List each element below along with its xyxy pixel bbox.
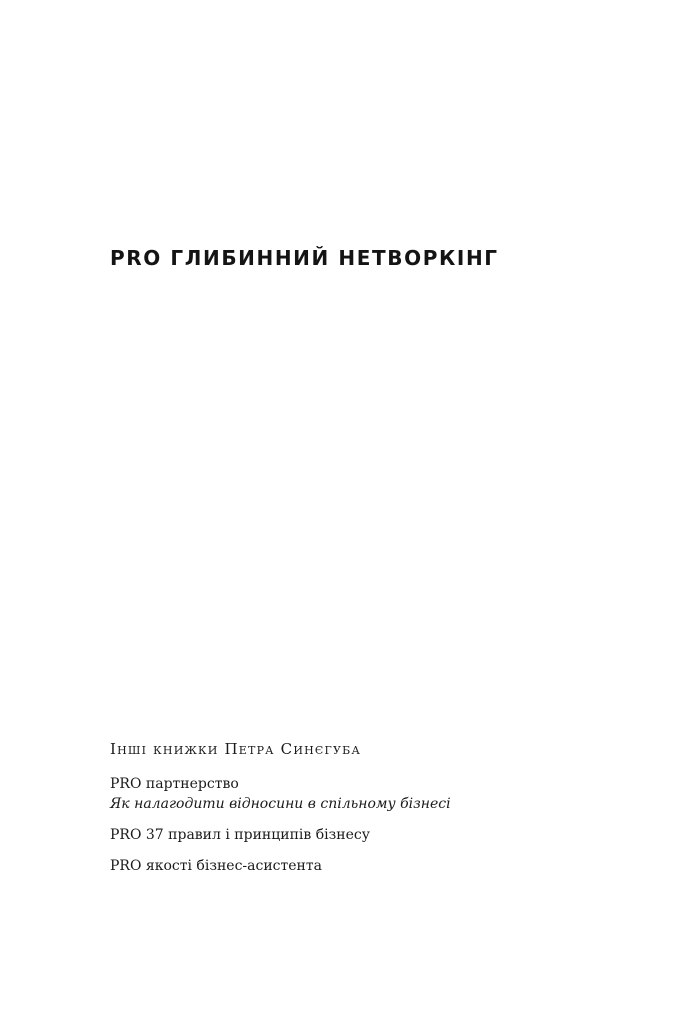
book-item-title: PRO партнерство: [110, 776, 239, 792]
book-title: PRO ГЛИБИННИЙ НЕТВОРКІНГ: [110, 246, 499, 270]
list-item-book: [110, 774, 630, 814]
other-books-heading: Інші книжки Петра Синєгуба: [110, 740, 361, 758]
book-item-subtitle: Як налагодити відносини в спільному бізнесі: [110, 796, 451, 812]
book-item-title: PRO якості бізнес-асистента: [110, 858, 322, 874]
list-item-book: [110, 825, 630, 845]
list-item-book: [110, 856, 630, 876]
other-books-section: [110, 738, 630, 887]
book-item-title: PRO 37 правил і принципів бізнесу: [110, 827, 370, 843]
